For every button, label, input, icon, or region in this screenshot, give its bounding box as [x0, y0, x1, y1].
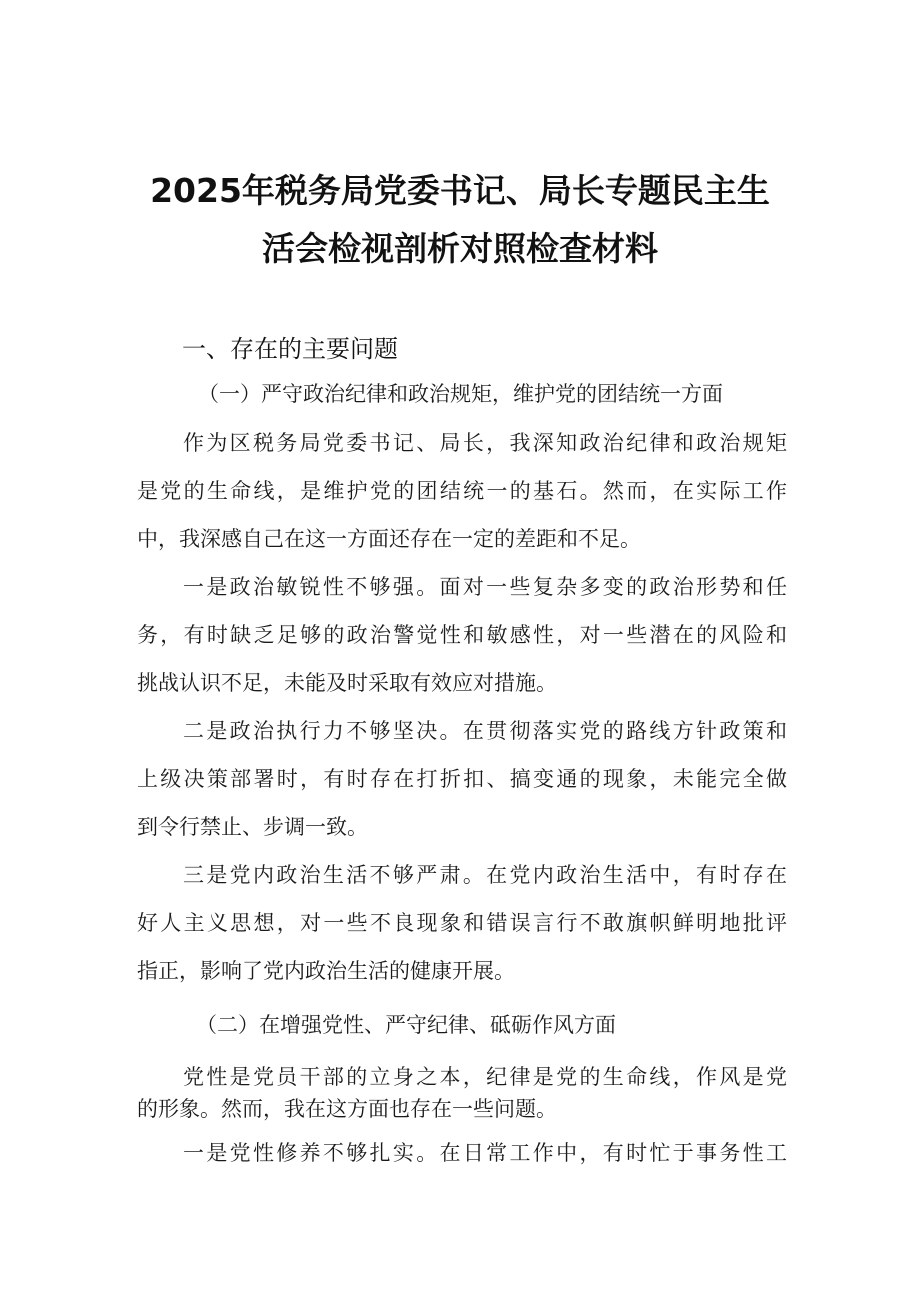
subsection-heading-1: （一）严守政治纪律和政治规矩，维护党的团结统一方面 [198, 382, 723, 406]
paragraph-5-line-1: 党性是党员干部的立身之本，纪律是党的生命线，作风是党 [183, 1065, 787, 1089]
paragraph-3-line-3: 到令行禁止、步调一致。 [137, 815, 368, 839]
paragraph-6-line-1: 一是党性修养不够扎实。在日常工作中，有时忙于事务性工 [183, 1141, 787, 1165]
paragraph-1-line-1: 作为区税务局党委书记、局长，我深知政治纪律和政治规矩 [183, 431, 787, 455]
paragraph-1-line-3: 中，我深感自己在这一方面还存在一定的差距和不足。 [137, 527, 641, 551]
paragraph-4-line-2: 好人主义思想，对一些不良现象和错误言行不敢旗帜鲜明地批评 [137, 911, 787, 935]
section-heading-1: 一、存在的主要问题 [182, 335, 398, 363]
paragraph-2-line-1: 一是政治敏锐性不够强。面对一些复杂多变的政治形势和任 [183, 575, 787, 599]
paragraph-3-line-1: 二是政治执行力不够坚决。在贯彻落实党的路线方针政策和 [183, 719, 787, 743]
paragraph-4-line-3: 指正，影响了党内政治生活的健康开展。 [137, 959, 515, 983]
paragraph-3-line-2: 上级决策部署时，有时存在打折扣、搞变通的现象，未能完全做 [137, 767, 787, 791]
document-title-line-2: 活会检视剖析对照检查材料 [262, 229, 658, 268]
paragraph-2-line-3: 挑战认识不足，未能及时采取有效应对措施。 [137, 671, 557, 695]
document-title-line-1: 2025年税务局党委书记、局长专题民主生 [150, 171, 770, 210]
paragraph-5-line-2: 的形象。然而，我在这方面也存在一些问题。 [137, 1097, 557, 1121]
subsection-heading-2: （二）在增强党性、严守纪律、砥砺作风方面 [196, 1013, 616, 1037]
paragraph-2-line-2: 务，有时缺乏足够的政治警觉性和敏感性，对一些潜在的风险和 [137, 623, 787, 647]
paragraph-1-line-2: 是党的生命线，是维护党的团结统一的基石。然而，在实际工作 [137, 479, 787, 503]
paragraph-4-line-1: 三是党内政治生活不够严肃。在党内政治生活中，有时存在 [183, 863, 787, 887]
